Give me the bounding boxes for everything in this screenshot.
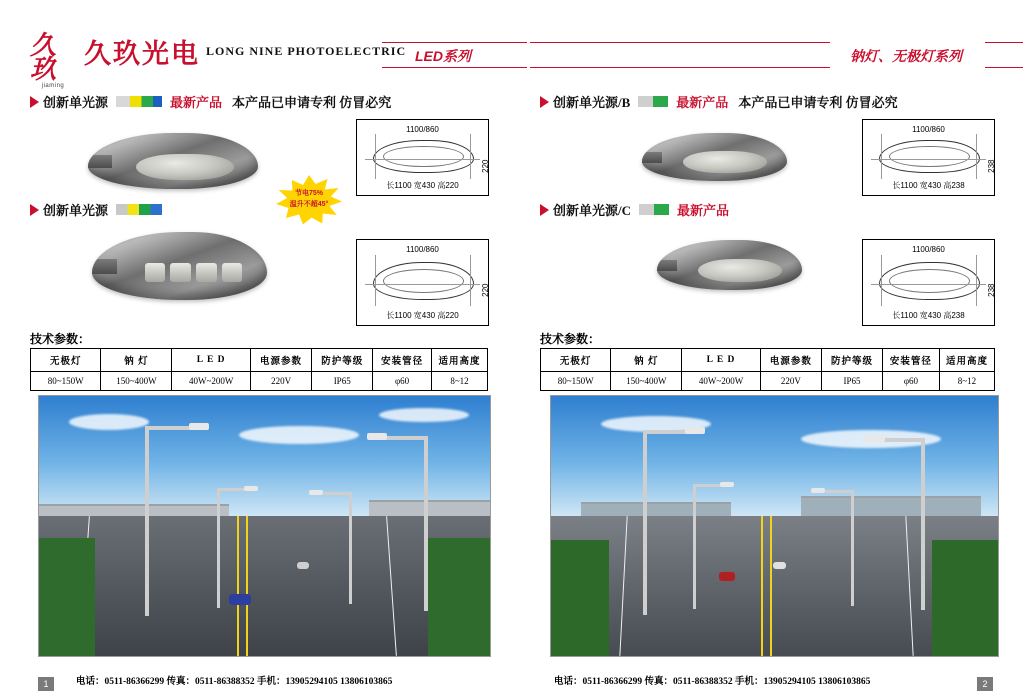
td-power: 220V	[250, 372, 311, 391]
drawing-dim-bottom: 长1100 宽430 高220	[386, 311, 459, 320]
drawing-inner-outline	[383, 146, 464, 168]
drawing-inner-outline	[889, 269, 970, 293]
spec-title-right: 技术参数：	[540, 332, 601, 346]
th-led: L E D	[172, 349, 250, 372]
street-light-head	[309, 490, 323, 495]
caption-left-1-title: 创新单光源	[43, 95, 109, 110]
lamp-body	[642, 133, 787, 181]
caption-left-2-title: 创新单光源	[43, 203, 109, 218]
lamp-glass	[136, 154, 235, 180]
th-protection: 防护等级	[312, 349, 373, 372]
application-photo-left	[38, 395, 491, 657]
th-height: 适用高度	[939, 349, 994, 372]
street-light-pole	[921, 438, 925, 610]
td-height: 8~12	[939, 372, 994, 391]
th-wireless: 无极灯	[541, 349, 611, 372]
drawing-inner-outline	[889, 146, 970, 168]
spec-title-left: 技术参数：	[30, 332, 91, 346]
td-mount: φ60	[373, 372, 432, 391]
arrow-icon	[540, 204, 549, 216]
cloud	[239, 426, 359, 444]
drawing-vline-left	[881, 134, 882, 179]
dimension-drawing-left-2	[356, 239, 489, 326]
th-led: L E D	[682, 349, 760, 372]
road-surface	[39, 516, 490, 656]
vehicle	[229, 594, 251, 605]
caption-right-2	[540, 200, 739, 219]
dimension-drawing-right-1	[862, 119, 995, 196]
center-line	[237, 516, 239, 656]
color-swatch	[116, 204, 162, 215]
caption-left-1	[30, 92, 401, 111]
caption-right-2-red: 最新产品	[677, 203, 730, 218]
vehicle	[719, 572, 735, 581]
color-swatch	[116, 96, 162, 107]
td-power: 220V	[760, 372, 821, 391]
logo-subtext: jiaming	[41, 83, 65, 89]
drawing-center-line	[365, 159, 480, 160]
th-mount: 安装管径	[373, 349, 432, 372]
td-mount: φ60	[882, 372, 939, 391]
lane-line	[905, 516, 913, 656]
td-wireless: 80~150W	[541, 372, 611, 391]
page-number-left: 1	[38, 677, 54, 691]
footer-contact-left: 电话：0511-86366299 传真：0511-86388352 手机：13905294105 13806103865	[76, 677, 393, 687]
table-header-row	[31, 349, 488, 372]
td-wireless: 80~150W	[31, 372, 101, 391]
lamp-arm	[88, 155, 112, 167]
th-protection: 防护等级	[822, 349, 883, 372]
street-light-arm	[147, 426, 193, 430]
drawing-dim-right: 238	[986, 159, 996, 173]
street-light-head	[811, 488, 825, 493]
lane-line	[619, 516, 627, 656]
drawing-vline-right	[470, 134, 471, 179]
th-height: 适用高度	[432, 349, 488, 372]
street-light-arm	[323, 492, 351, 495]
street-light-arm	[881, 438, 925, 442]
roadside-green-right	[428, 538, 490, 656]
drawing-dim-right: 220	[480, 159, 490, 173]
street-light-pole	[851, 490, 854, 606]
led-module	[145, 263, 166, 282]
energy-saving-burst	[276, 175, 342, 225]
right-page	[512, 0, 1023, 699]
drawing-vline-left	[375, 134, 376, 179]
td-led: 40W~200W	[172, 372, 250, 391]
color-swatch	[638, 96, 668, 107]
footer-contact-right: 电话：0511-86366299 传真：0511-86388352 手机：13905294105 13806103865	[554, 677, 871, 687]
drawing-vline-right	[976, 255, 977, 306]
caption-left-2	[30, 200, 170, 219]
street-light-arm	[695, 484, 723, 487]
street-light-pole	[424, 436, 428, 611]
drawing-vline-left	[881, 255, 882, 306]
led-module	[170, 263, 191, 282]
led-module	[222, 263, 243, 282]
arrow-icon	[30, 96, 39, 108]
th-sodium: 钠 灯	[611, 349, 682, 372]
drawing-vline-right	[976, 134, 977, 179]
led-module	[196, 263, 217, 282]
td-protection: IP65	[312, 372, 373, 391]
center-line	[761, 516, 763, 656]
lamp-arm	[657, 260, 677, 271]
lamp-photo-led-1	[88, 133, 258, 189]
drawing-center-line	[365, 284, 480, 285]
drawing-center-line	[871, 284, 986, 285]
caption-right-1	[540, 92, 908, 111]
lamp-arm	[92, 259, 117, 274]
th-wireless: 无极灯	[31, 349, 101, 372]
dimension-drawing-left-1	[356, 119, 489, 196]
lamp-body	[92, 232, 267, 300]
lamp-glass	[698, 259, 782, 282]
roadside-green-right	[932, 540, 998, 656]
spec-table-left	[30, 348, 488, 391]
application-photo-right	[550, 395, 999, 657]
street-light-head	[189, 423, 209, 430]
table-header-row	[541, 349, 995, 372]
street-light-pole	[643, 430, 647, 615]
vehicle	[297, 562, 309, 569]
caption-left-1-black: 本产品已申请专利 仿冒必究	[232, 95, 392, 110]
street-light-head	[865, 435, 885, 442]
left-page	[0, 0, 511, 699]
drawing-dim-bottom: 长1100 宽430 高220	[386, 181, 459, 190]
drawing-dim-right: 238	[986, 283, 996, 297]
lamp-photo-sodium-2	[657, 240, 802, 290]
drawing-dim-top: 1100/860	[912, 125, 945, 134]
td-height: 8~12	[432, 372, 488, 391]
td-protection: IP65	[822, 372, 883, 391]
drawing-vline-right	[470, 255, 471, 306]
th-mount: 安装管径	[882, 349, 939, 372]
td-sodium: 150~400W	[611, 372, 682, 391]
drawing-vline-left	[375, 255, 376, 306]
drawing-dim-bottom: 长1100 宽430 高238	[892, 311, 965, 320]
roadside-green-left	[551, 540, 609, 656]
street-light-arm	[645, 430, 689, 434]
lamp-glass	[683, 151, 767, 173]
caption-right-1-red: 最新产品	[676, 95, 729, 110]
series-title-sodium: 钠灯、无极灯系列	[850, 48, 962, 64]
road-surface	[551, 516, 998, 656]
street-light-head	[244, 486, 258, 491]
td-led: 40W~200W	[682, 372, 760, 391]
led-module-array	[145, 259, 243, 286]
drawing-dim-bottom: 长1100 宽430 高238	[892, 181, 965, 190]
th-power: 电源参数	[760, 349, 821, 372]
cloud	[69, 414, 149, 430]
caption-right-1-black: 本产品已申请专利 仿冒必究	[738, 95, 898, 110]
drawing-dim-top: 1100/860	[406, 125, 439, 134]
td-sodium: 150~400W	[101, 372, 172, 391]
page-number-right: 2	[977, 677, 993, 691]
street-light-pole	[349, 492, 352, 604]
th-power: 电源参数	[250, 349, 311, 372]
drawing-dim-top: 1100/860	[912, 245, 945, 254]
center-line	[246, 516, 248, 656]
arrow-icon	[30, 204, 39, 216]
street-light-arm	[219, 488, 247, 491]
cloud	[379, 408, 469, 422]
roadside-green-left	[39, 538, 95, 656]
drawing-inner-outline	[383, 269, 464, 293]
burst-line-2: 温升不超45°	[289, 201, 329, 208]
th-sodium: 钠 灯	[101, 349, 172, 372]
lamp-photo-led-2	[92, 232, 267, 300]
caption-left-1-red: 最新产品	[170, 95, 223, 110]
logo-glyph: 久玖	[30, 31, 55, 84]
street-light-head	[720, 482, 734, 487]
arrow-icon	[540, 96, 549, 108]
caption-right-2-title: 创新单光源/C	[553, 203, 632, 218]
caption-right-1-title: 创新单光源/B	[553, 95, 631, 110]
street-light-pole	[217, 488, 220, 608]
table-row	[31, 372, 488, 391]
spec-table-right	[540, 348, 995, 391]
drawing-center-line	[871, 159, 986, 160]
brand-name-english: LONG NINE PHOTOELECTRIC	[206, 44, 407, 58]
street-light-pole	[693, 484, 696, 609]
series-title-led: LED系列	[415, 48, 471, 64]
center-line	[770, 516, 772, 656]
color-swatch	[639, 204, 669, 215]
lamp-body	[88, 133, 258, 189]
drawing-dim-right: 220	[480, 283, 490, 297]
burst-line-1: 节电75%	[294, 190, 323, 197]
dimension-drawing-right-2	[862, 239, 995, 326]
street-light-pole	[145, 426, 149, 616]
lamp-photo-sodium-1	[642, 133, 787, 181]
lamp-body	[657, 240, 802, 290]
street-light-head	[685, 427, 705, 434]
brand-name-chinese: 久玖光电	[84, 39, 200, 69]
street-light-arm	[825, 490, 853, 493]
lane-line	[386, 516, 397, 656]
table-row	[541, 372, 995, 391]
street-light-arm	[384, 436, 428, 440]
street-light-head	[367, 433, 387, 440]
drawing-dim-top: 1100/860	[406, 245, 439, 254]
lamp-arm	[642, 152, 662, 163]
vehicle	[773, 562, 786, 569]
